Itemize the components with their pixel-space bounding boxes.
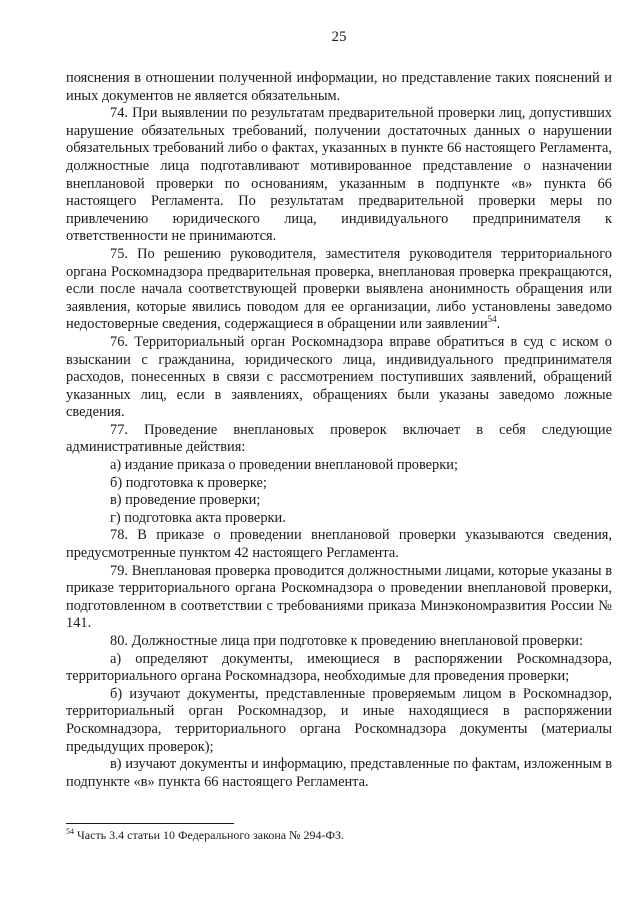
paragraph-79: 79. Внеплановая проверка проводится должностными лицами, которые указаны в приказе территориального органа Роскомнадзора о проведении внеплановой проверки, подготовленном в соответствии с требованиями приказа Минэкономразвития России № 141. <box>66 562 612 632</box>
footnote-divider <box>66 823 234 824</box>
paragraph-75-text: 75. По решению руководителя, заместителя руководителя территориального органа Роскомнадзора предварительная проверка, внеплановая проверка прекращаются, если после начала соответствующей проверки выявлена анонимность обращения или заявления, которые явились поводом для ее организации, либо установлены заведомо недостоверные сведения, содержащиеся в обращении или заявлении <box>66 245 612 333</box>
footnote <box>66 828 612 843</box>
paragraph-80-a: а) определяют документы, имеющиеся в распоряжении Роскомнадзора, территориального органа Роскомнадзора, необходимые для проведения проверки; <box>66 650 612 685</box>
footnote-text: Часть 3.4 статьи 10 Федерального закона № 294-ФЗ. <box>74 828 345 842</box>
paragraph-75 <box>66 246 612 334</box>
list-item-b: б) подготовка к проверке; <box>110 474 267 491</box>
paragraph-80-v: в) изучают документы и информацию, представленные по фактам, изложенным в подпункте «в» пункта 66 настоящего Регламента. <box>66 756 612 790</box>
document-page <box>66 28 612 791</box>
list-item-a: а) издание приказа о проведении внеплановой проверки; <box>110 457 458 474</box>
footnote-reference: 54 <box>487 314 497 325</box>
paragraph-80-b: б) изучают документы, представленные проверяемым лицом в Роскомнадзор, территориальный орган Роскомнадзор, и иные находящиеся в распоряжении Роскомнадзора, территориального органа Роскомнадзора документы (материалы предыдущих проверок); <box>66 685 612 755</box>
footnote-marker: 54 <box>66 827 74 836</box>
paragraph-77: 77. Проведение внеплановых проверок включает в себя следующие административные действия: <box>66 421 612 456</box>
paragraph-74: 74. При выявлении по результатам предварительной проверки лиц, допустивших нарушение обязательных требований, получении достаточных данных о нарушении обязательных требований либо о фактах, указанных в пункте 66 настоящего Регламента, должностные лица подготавливают мотивированное представление о назначении внеплановой проверки по основаниям, указанным в подпункте «в» пункта 66 настоящего Регламента. По результатам предварительной проверки меры по привлечению юридического лица, индивидуального предпринимателя к ответственности не принимаются. <box>66 105 612 245</box>
paragraph-continuation: пояснения в отношении полученной информации, но представление таких пояснений и иных документов не является обязательным. <box>66 70 612 104</box>
paragraph-75-tail: . <box>496 316 501 333</box>
list-item-g: г) подготовка акта проверки. <box>110 509 286 526</box>
list-item-v: в) проведение проверки; <box>110 492 261 509</box>
paragraph-80: 80. Должностные лица при подготовке к проведению внеплановой проверки: <box>110 633 584 649</box>
page-number: 25 <box>331 29 347 45</box>
paragraph-76: 76. Территориальный орган Роскомнадзора вправе обратиться в суд с иском о взыскании с гражданина, юридического лица, индивидуального предпринимателя расходов, понесенных в связи с рассмотрением поступивших заявлений, обращений указанных лиц, если в заявлениях, обращениях были указаны заведомо ложные сведения. <box>66 333 612 421</box>
paragraph-78: 78. В приказе о проведении внеплановой проверки указываются сведения, предусмотренные пунктом 42 настоящего Регламента. <box>66 527 612 562</box>
